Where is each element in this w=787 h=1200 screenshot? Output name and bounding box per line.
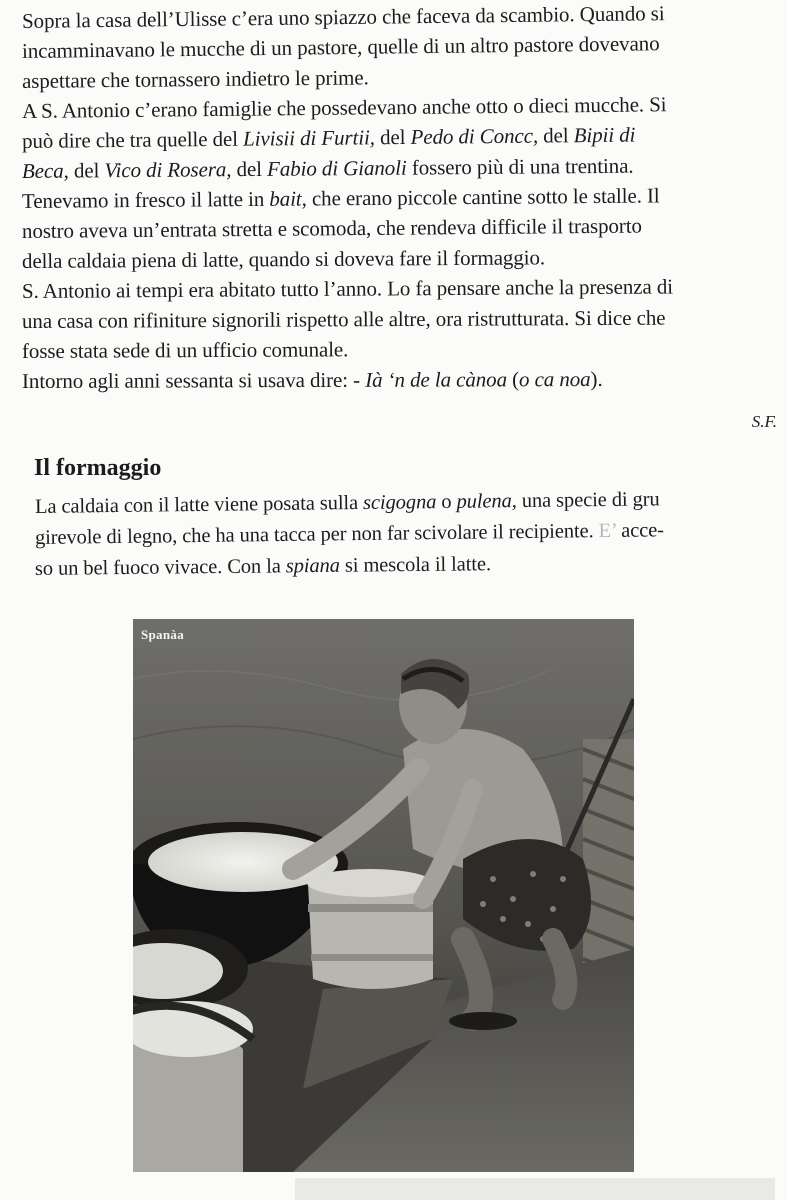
text-run: una casa con rifiniture signorili rispetto alle altre, ora ristrutturata. Si dice che	[21, 305, 666, 333]
italic-term: pulena,	[456, 490, 517, 513]
photograph	[133, 619, 634, 1172]
text-run: si mescola il latte.	[339, 553, 492, 577]
text-run: può dire che tra quelle del	[21, 126, 244, 153]
italic-term: Fabio di Gianoli	[266, 155, 407, 181]
text-run: del	[374, 124, 411, 150]
text-run: del	[231, 156, 268, 182]
body-line	[22, 363, 782, 396]
text-run: che erano piccole cantine sotto le stalle. Il	[306, 183, 660, 211]
text-run: Tenevamo in fresco il latte in	[21, 186, 270, 213]
text-run: o	[436, 490, 457, 514]
text-run: del	[68, 158, 105, 183]
text-run: S. Antonio ai tempi era abitato tutto l’anno. Lo fa pensare anche la presenza di	[21, 274, 674, 303]
text-run: fosse stata sede di un ufficio comunale.	[21, 337, 349, 363]
text-run: E’	[598, 519, 617, 543]
section-line	[35, 546, 780, 585]
italic-term: scigogna	[362, 491, 437, 514]
text-run: fossero più di una trentina.	[406, 153, 634, 180]
text-run: della caldaia piena di latte, quando si doveva fare il formaggio.	[21, 245, 546, 273]
body-text	[21, 1, 782, 396]
text-run: acce-	[616, 519, 665, 542]
section-heading: Il formaggio	[34, 455, 162, 481]
photo-caption: Spanàa	[141, 627, 184, 642]
text-run: girevole di legno, che ha una tacca per non far scivolare il recipiente.	[34, 520, 599, 549]
text-run: Intorno agli anni sessanta si usava dire: -	[21, 367, 366, 393]
italic-term: bait,	[269, 186, 307, 211]
text-run: una specie di gru	[516, 488, 660, 513]
italic-term: Ià ‘n de la cànoa	[365, 367, 507, 392]
text-run: Sopra la casa dell’Ulisse c’era uno spiazzo che faceva da scambio. Quando si	[21, 1, 665, 33]
text-run: incamminavano le mucche di un pastore, quelle di un altro pastore dovevano	[21, 31, 660, 63]
text-run: A S. Antonio c’erano famiglie che possedevano anche otto o dieci mucche. Si	[21, 92, 667, 123]
italic-term: Bipii di	[573, 122, 636, 148]
author-signature: S.F.	[751, 412, 777, 431]
italic-term: Beca,	[21, 158, 69, 183]
photo-scene-icon	[133, 619, 634, 1172]
text-run: so un bel fuoco vivace. Con la	[34, 555, 286, 580]
text-run: La caldaia con il latte viene posata sulla	[34, 491, 364, 518]
body-line	[22, 332, 782, 366]
section-paragraph	[34, 488, 780, 585]
italic-term: o ca noa	[518, 367, 591, 392]
text-run: (	[506, 367, 520, 392]
italic-term: Vico di Rosera,	[104, 157, 232, 183]
body-line	[22, 302, 782, 336]
text-run: nostro aveva un’entrata stretta e scomoda, che rendeva difficile il trasporto	[21, 213, 643, 243]
text-run: ).	[590, 366, 603, 392]
italic-term: spiana	[285, 554, 340, 578]
text-run: aspettare che tornassero indietro le prime.	[21, 65, 369, 93]
italic-term: Livisii di Furtii,	[242, 125, 376, 151]
body-line	[22, 271, 782, 306]
italic-term: Pedo di Concc,	[410, 123, 539, 149]
text-run: del	[537, 123, 574, 148]
page-edge-shadow	[295, 1178, 775, 1200]
